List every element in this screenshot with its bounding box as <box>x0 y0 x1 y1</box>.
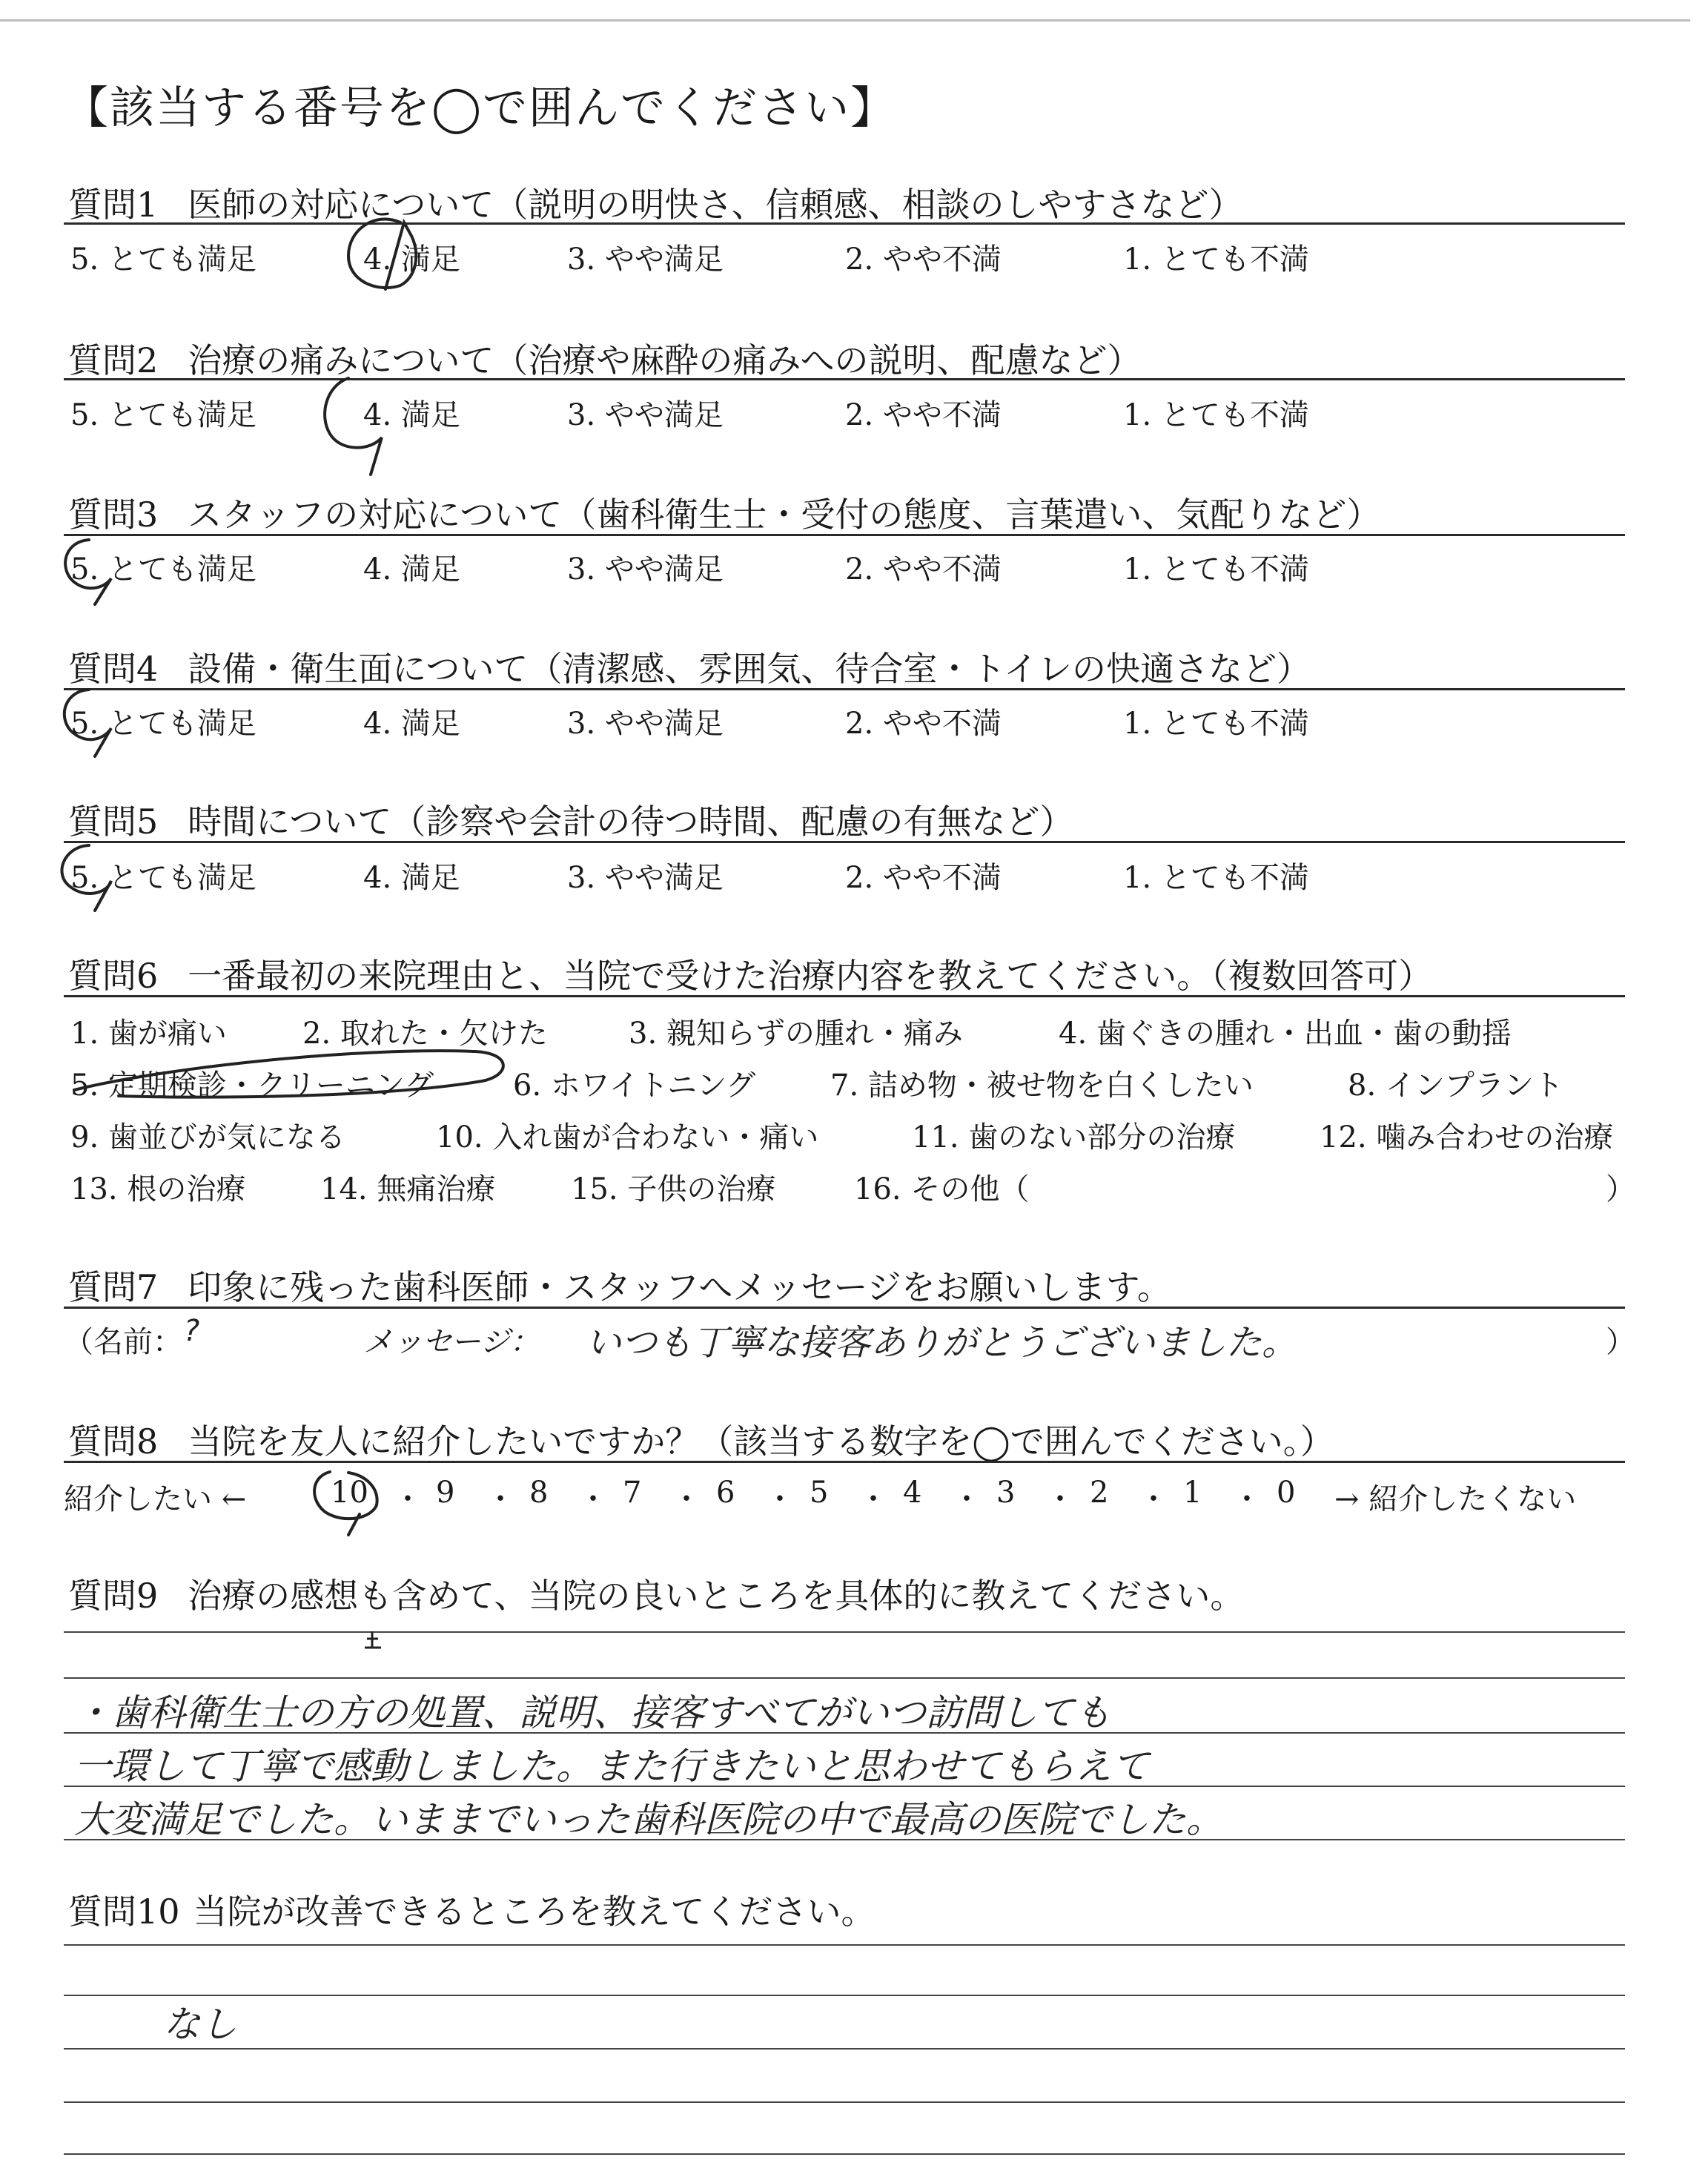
q1-heading <box>68 178 1243 227</box>
q10-writing-line <box>64 2101 1625 2103</box>
q7-label: 質問7 <box>68 1267 159 1307</box>
q2-opt-2[interactable]: 2. やや不満 <box>845 398 1002 432</box>
q10-writing-line <box>64 1995 1625 1996</box>
q8-scale-1[interactable]: 1 <box>1183 1476 1202 1510</box>
q7-name-label: （名前： <box>64 1325 182 1359</box>
q6-opt-15[interactable]: 15. 子供の治療 <box>571 1172 776 1206</box>
q8-dot: ・ <box>672 1482 701 1516</box>
q8-dot: ・ <box>486 1482 515 1516</box>
q6-opt-13[interactable]: 13. 根の治療 <box>70 1172 246 1206</box>
q6-label: 質問6 <box>68 956 159 996</box>
page-title: 【該当する番号を◯で囲んでください】 <box>64 82 897 134</box>
q3-opt-2[interactable]: 2. やや不満 <box>845 552 1002 587</box>
q9-writing-line <box>64 1631 1625 1633</box>
q5-opt-3[interactable]: 3. やや満足 <box>567 861 724 895</box>
q2-opt-4[interactable]: 4. 満足 <box>363 398 460 432</box>
q8-dot: ・ <box>578 1482 608 1516</box>
q8-left-label: 紹介したい ← <box>64 1482 247 1516</box>
q7-text: 印象に残った歯科医師・スタッフへメッセージをお願いします。 <box>188 1267 1171 1307</box>
q1-label: 質問1 <box>68 185 159 225</box>
q3-opt-3[interactable]: 3. やや満足 <box>567 552 724 587</box>
q2-opt-5[interactable]: 5. とても満足 <box>70 398 256 432</box>
q8-scale-5[interactable]: 5 <box>810 1476 829 1510</box>
q3-opt-1[interactable]: 1. とても不満 <box>1123 552 1309 587</box>
q9-answer-line-3[interactable]: 大変満足でした。いままでいった歯科医院の中で最高の医院でした。 <box>74 1798 1223 1841</box>
q6-opt-12[interactable]: 12. 噛み合わせの治療 <box>1320 1120 1614 1155</box>
q8-scale-2[interactable]: 2 <box>1090 1476 1109 1510</box>
q8-heading <box>68 1415 1334 1464</box>
q9-writing-line <box>64 1677 1625 1679</box>
q7-message-value[interactable]: いつも丁寧な接客ありがとうございました。 <box>586 1322 1298 1364</box>
q8-dot: ・ <box>858 1482 888 1516</box>
q2-opt-3[interactable]: 3. やや満足 <box>567 398 724 432</box>
q3-opt-5[interactable]: 5. とても満足 <box>70 552 256 587</box>
q6-opt-9[interactable]: 9. 歯並びが気になる <box>70 1120 345 1155</box>
q8-dot: ・ <box>1139 1482 1168 1516</box>
q9-label: 質問9 <box>68 1576 159 1616</box>
q5-label: 質問5 <box>68 802 159 842</box>
q6-opt-11[interactable]: 11. 歯のない部分の治療 <box>912 1120 1236 1155</box>
q4-heading <box>68 642 1311 691</box>
q9-text: 治療の感想も含めて、当院の良いところを具体的に教えてください。 <box>188 1576 1245 1616</box>
q2-text: 治療の痛みについて（治療や麻酔の痛みへの説明、配慮など） <box>188 340 1142 380</box>
q10-writing-line <box>64 1944 1625 1946</box>
q7-rule <box>64 1307 1625 1309</box>
q6-opt-8[interactable]: 8. インプラント <box>1348 1069 1563 1103</box>
q4-label: 質問4 <box>68 649 159 689</box>
q5-opt-1[interactable]: 1. とても不満 <box>1123 861 1309 895</box>
q7-close: ） <box>1606 1325 1635 1359</box>
q6-opt-1[interactable]: 1. 歯が痛い <box>70 1017 227 1051</box>
q1-text: 医師の対応について（説明の明快さ、信頼感、相談のしやすさなど） <box>188 185 1243 225</box>
q9-answer-line-1[interactable]: ・歯科衛生士の方の処置、説明、接客すべてがいつ訪問しても <box>74 1691 1111 1734</box>
q10-writing-line <box>64 2048 1625 2050</box>
q3-text: スタッフの対応について（歯科衛生士・受付の態度、言葉遣い、気配りなど） <box>188 495 1381 535</box>
q6-opt-2[interactable]: 2. 取れた・欠けた <box>302 1017 548 1051</box>
q9-answer-line-2[interactable]: 一環して丁寧で感動しました。また行きたいと思わせてもらえて <box>74 1745 1149 1788</box>
top-border-line <box>0 19 1690 22</box>
q1-rule <box>64 222 1625 225</box>
q6-opt-14[interactable]: 14. 無痛治療 <box>320 1172 496 1206</box>
q2-label: 質問2 <box>68 340 159 380</box>
q10-heading <box>68 1885 875 1934</box>
q3-label: 質問3 <box>68 495 159 535</box>
q8-text: 当院を友人に紹介したいですか？（該当する数字を◯で囲んでください。） <box>188 1421 1334 1462</box>
q1-opt-1[interactable]: 1. とても不満 <box>1123 242 1309 277</box>
q4-text: 設備・衛生面について（清潔感、雰囲気、待合室・トイレの快適さなど） <box>188 649 1311 689</box>
q1-opt-2[interactable]: 2. やや不満 <box>845 242 1002 277</box>
q9-correction-mark <box>365 1631 381 1648</box>
q10-label: 質問10 <box>68 1892 180 1932</box>
q6-text: 一番最初の来院理由と、当院で受けた治療内容を教えてください。（複数回答可） <box>188 956 1433 996</box>
q2-heading <box>68 334 1141 383</box>
q4-opt-5[interactable]: 5. とても満足 <box>70 707 256 741</box>
q8-label: 質問8 <box>68 1421 159 1462</box>
q8-scale-4[interactable]: 4 <box>903 1476 922 1510</box>
q4-opt-4[interactable]: 4. 満足 <box>363 707 460 741</box>
q6-opt-6[interactable]: 6. ホワイトニング <box>513 1069 756 1103</box>
q8-scale-0[interactable]: 0 <box>1277 1476 1296 1510</box>
q8-dot: ・ <box>952 1482 982 1516</box>
q2-opt-1[interactable]: 1. とても不満 <box>1123 398 1309 432</box>
q10-text: 当院が改善できるところを教えてください。 <box>193 1892 875 1932</box>
q6-opt-10[interactable]: 10. 入れ歯が合わない・痛い <box>436 1120 819 1155</box>
q7-name-value[interactable]: ? <box>184 1314 200 1348</box>
q5-heading <box>68 795 1073 844</box>
q10-writing-line <box>64 2153 1625 2155</box>
q6-rule <box>64 995 1625 997</box>
q5-text: 時間について（診察や会計の待つ時間、配慮の有無など） <box>188 802 1074 842</box>
q9-heading <box>68 1569 1244 1618</box>
q6-opt-5[interactable]: 5. 定期検診・クリーニング <box>70 1069 434 1103</box>
q5-opt-2[interactable]: 2. やや不満 <box>845 861 1002 895</box>
q7-heading <box>68 1261 1171 1309</box>
q8-right-label: → 紹介したくない <box>1334 1482 1577 1516</box>
q6-opt-4[interactable]: 4. 歯ぐきの腫れ・出血・歯の動揺 <box>1059 1017 1512 1051</box>
q4-opt-2[interactable]: 2. やや不満 <box>845 707 1002 741</box>
q6-opt-3[interactable]: 3. 親知らずの腫れ・痛み <box>629 1017 963 1051</box>
q6-opt-7[interactable]: 7. 詰め物・被せ物を白くしたい <box>830 1069 1254 1103</box>
q6-other-close: ） <box>1606 1172 1635 1206</box>
q4-opt-3[interactable]: 3. やや満足 <box>567 707 724 741</box>
q4-rule <box>64 688 1625 690</box>
q3-heading <box>68 488 1380 537</box>
q5-opt-4[interactable]: 4. 満足 <box>363 861 460 895</box>
q4-opt-1[interactable]: 1. とても不満 <box>1123 707 1309 741</box>
q7-message-label: メッセージ： <box>363 1325 540 1359</box>
q8-scale-3[interactable]: 3 <box>996 1476 1016 1510</box>
q8-dot: ・ <box>393 1482 423 1516</box>
q5-opt-5[interactable]: 5. とても満足 <box>70 861 256 895</box>
q6-opt-16[interactable]: 16. その他（ <box>854 1172 1030 1206</box>
q8-rule <box>64 1461 1625 1463</box>
q8-dot: ・ <box>765 1482 795 1516</box>
q1-opt-5[interactable]: 5. とても満足 <box>70 242 256 277</box>
q8-scale-7[interactable]: 7 <box>623 1476 642 1510</box>
q8-scale-8[interactable]: 8 <box>529 1476 549 1510</box>
q3-opt-4[interactable]: 4. 満足 <box>363 552 460 587</box>
q1-opt-3[interactable]: 3. やや満足 <box>567 242 724 277</box>
q10-answer[interactable]: なし <box>163 2003 237 2046</box>
q5-rule <box>64 841 1625 843</box>
q8-scale-10[interactable]: 10 <box>331 1476 368 1510</box>
q1-opt-4[interactable]: 4. 満足 <box>363 242 460 277</box>
q8-dot: ・ <box>1232 1482 1262 1516</box>
q8-scale-9[interactable]: 9 <box>436 1476 455 1510</box>
q8-dot: ・ <box>1045 1482 1075 1516</box>
q6-heading <box>68 949 1432 998</box>
q3-rule <box>64 534 1625 536</box>
q8-scale-6[interactable]: 6 <box>716 1476 735 1510</box>
q2-rule <box>64 378 1625 380</box>
